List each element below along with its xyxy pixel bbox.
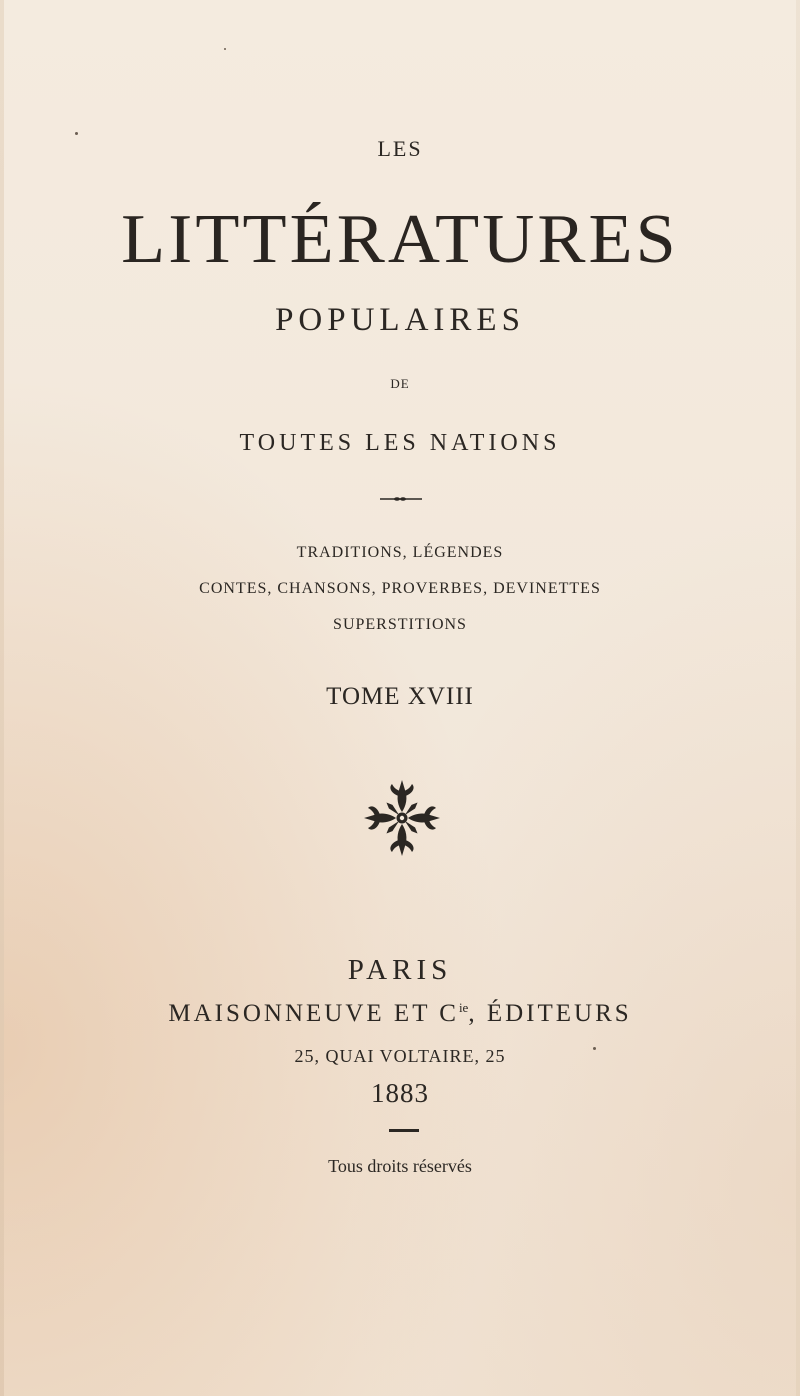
publisher-suffix: , ÉDITEURS: [468, 1000, 632, 1027]
title-article: LES: [377, 136, 423, 161]
title-nations: TOUTES LES NATIONS: [239, 430, 561, 456]
imprint-address: 25, QUAI VOLTAIRE, 25: [294, 1046, 506, 1066]
publisher-superscript: ie: [458, 1000, 469, 1015]
volume-number: TOME XVIII: [326, 683, 474, 710]
imprint-publisher: [0, 1000, 800, 1028]
page-title: LITTÉRATURES: [121, 201, 679, 278]
imprint-city: PARIS: [347, 954, 453, 986]
title-preposition: DE: [390, 376, 410, 391]
description-line-1: TRADITIONS, LÉGENDES: [296, 544, 504, 561]
divider-rule: [389, 1129, 419, 1132]
fleuron-cross-icon: [360, 776, 444, 860]
description-line-2: CONTES, CHANSONS, PROVERBES, DEVINETTES: [199, 580, 601, 597]
description-line-3: SUPERSTITIONS: [333, 616, 467, 633]
ornamental-rule-icon: [380, 497, 422, 501]
publisher-name: MAISONNEUVE ET C: [168, 1000, 459, 1027]
paper-speck: [224, 48, 226, 50]
page-subtitle: POPULAIRES: [275, 302, 525, 338]
paper-speck: [75, 132, 78, 135]
imprint-year: 1883: [371, 1078, 429, 1108]
rights-notice: Tous droits réservés: [328, 1156, 472, 1176]
